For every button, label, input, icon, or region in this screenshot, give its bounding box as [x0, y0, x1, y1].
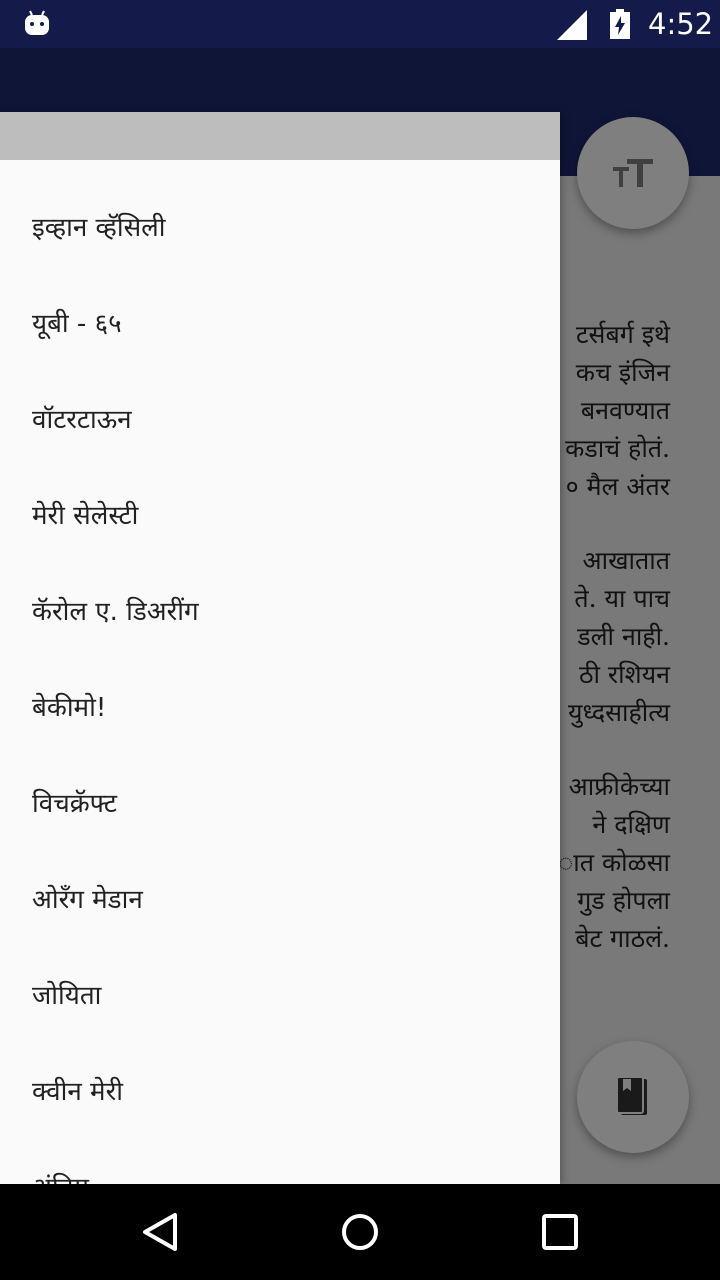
drawer-item[interactable]: विचक्रॅफ्ट [32, 789, 118, 819]
text-size-button[interactable] [577, 117, 689, 229]
battery-charging-icon [609, 9, 631, 39]
signal-icon [557, 10, 587, 40]
text-size-icon [611, 155, 655, 191]
bookmark-book-icon [615, 1075, 651, 1119]
bookmark-button[interactable] [577, 1041, 689, 1153]
drawer-item[interactable]: बेकीमो! [32, 693, 107, 723]
drawer-item[interactable]: जोयिता [32, 981, 102, 1011]
recent-apps-icon[interactable] [541, 1213, 579, 1251]
drawer-item[interactable]: मेरी सेलेस्टी [32, 501, 139, 531]
drawer-item[interactable]: यूबी - ६५ [32, 309, 122, 339]
home-icon[interactable] [340, 1212, 380, 1252]
system-nav-bar [0, 1184, 720, 1280]
status-bar [0, 0, 720, 48]
drawer-item[interactable]: ओरँग मेडान [32, 885, 143, 915]
drawer-item[interactable]: क्वीन मेरी [32, 1077, 123, 1107]
drawer-item[interactable]: वॉटरटाऊन [32, 405, 132, 435]
drawer-list [0, 178, 560, 1234]
clock: 4:52 [648, 7, 714, 41]
back-icon[interactable] [141, 1212, 181, 1252]
drawer-item[interactable]: कॅरोल ए. डिअरींग [32, 597, 199, 627]
drawer-item[interactable]: इव्हान व्हॅसिली [32, 213, 166, 243]
drawer-header [0, 112, 560, 160]
navigation-drawer [0, 112, 560, 1184]
android-icon [22, 9, 52, 37]
